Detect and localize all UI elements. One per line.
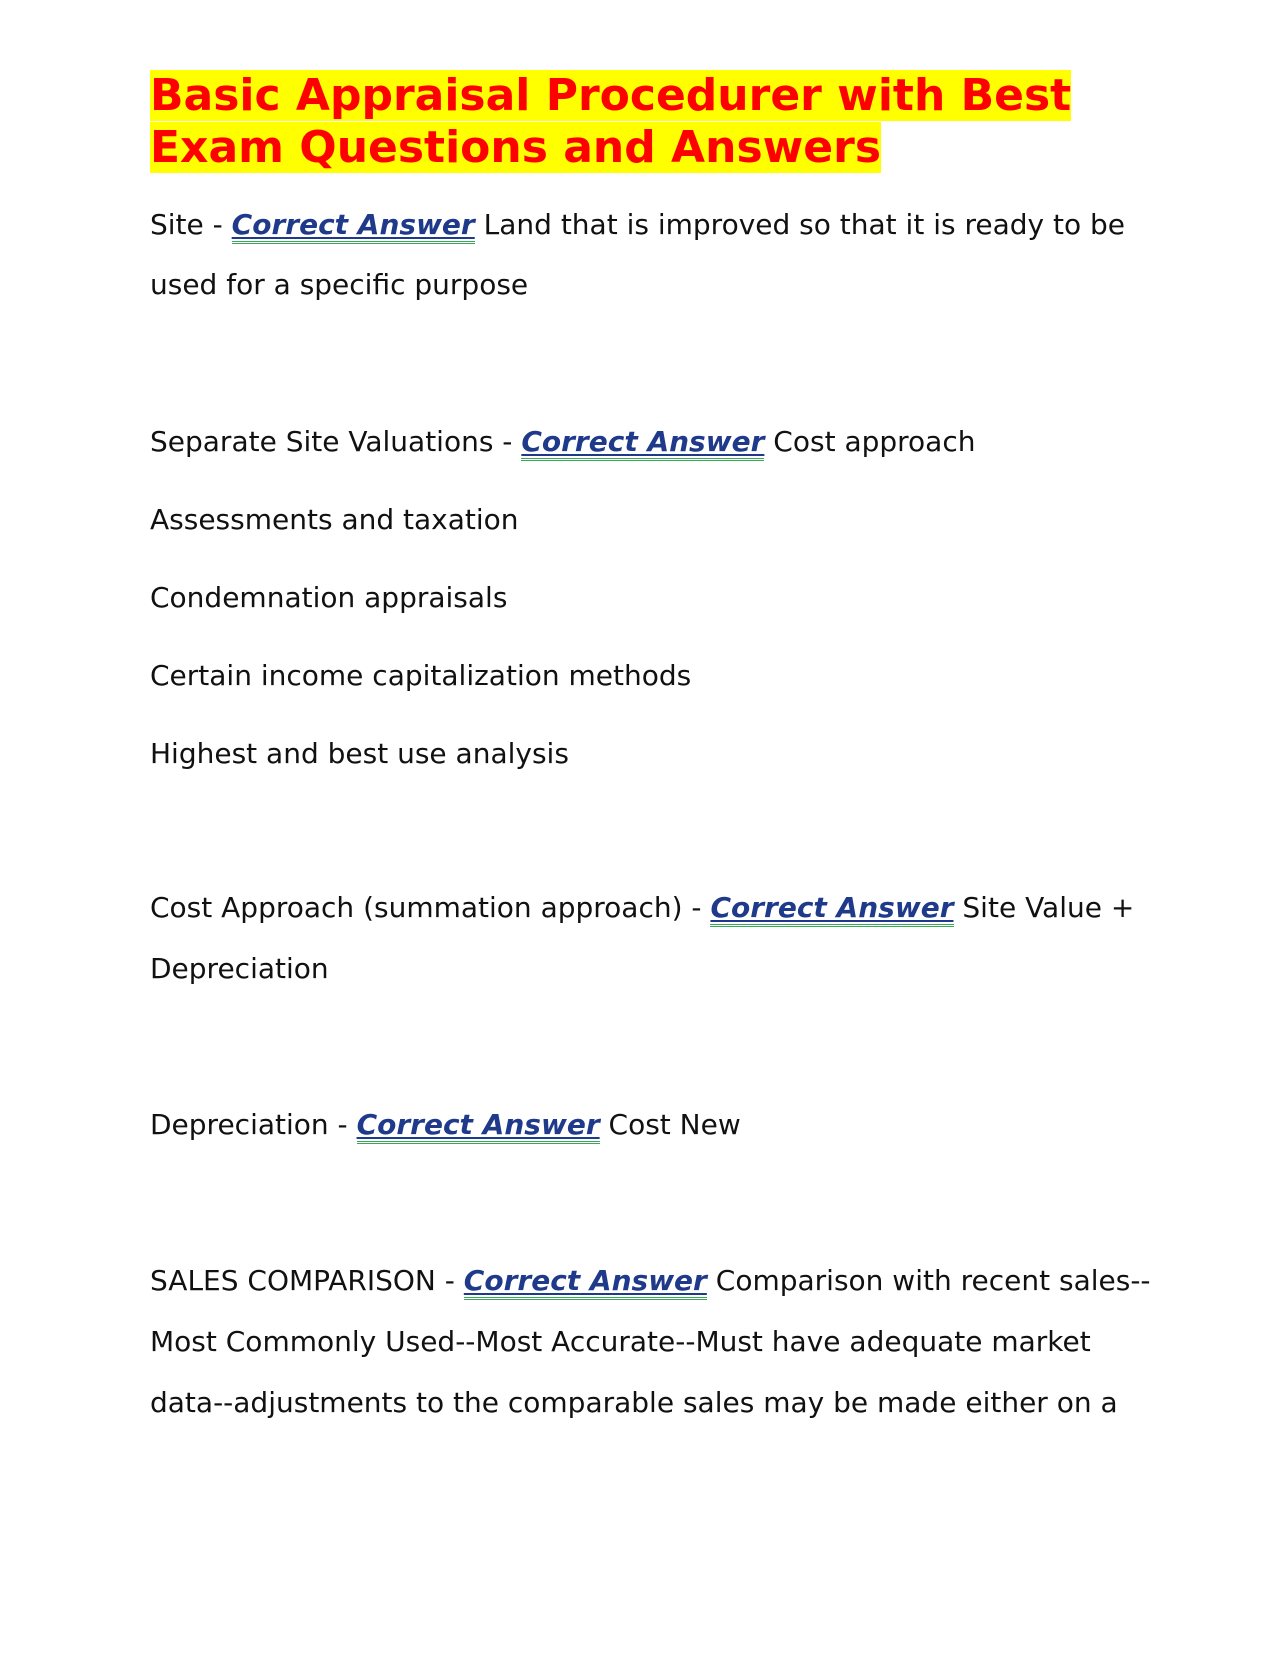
correct-answer-link[interactable]: Correct Answer [357,1108,600,1144]
term-sales-comparison: SALES COMPARISON - [150,1264,464,1297]
definition-sales-line-1: Comparison with recent sales-- [715,1264,1151,1297]
definition-sales-line-3: data--adjustments to the comparable sales may be made either on a [150,1386,1118,1419]
term-cost-approach: Cost Approach (summation approach) - [150,891,711,924]
definition-site-line-1: Land that is improved so that it is ready to be [483,208,1126,241]
definition-depreciation-line-1: Cost New [608,1108,741,1141]
entry-depreciation [150,1108,741,1141]
correct-answer-link[interactable]: Correct Answer [232,208,475,244]
title-line-1: Basic Appraisal Procedurer with Best [150,70,1072,121]
title-line-2: Exam Questions and Answers [150,122,882,173]
document-page [150,70,1120,174]
definition-site-line-2: used for a specific purpose [150,268,529,301]
list-item: Condemnation appraisals [150,581,508,614]
entry-separate-site-valuations [150,425,975,458]
definition-sales-line-2: Most Commonly Used--Most Accurate--Must have adequate market [150,1325,1091,1358]
term-separate-site-valuations: Separate Site Valuations - [150,425,522,458]
term-depreciation: Depreciation - [150,1108,357,1141]
document-title [150,70,1120,174]
definition-cost-approach-line-2: Depreciation [150,952,329,985]
correct-answer-link[interactable]: Correct Answer [464,1264,707,1300]
definition-separate-line-1: Cost approach [773,425,976,458]
correct-answer-link[interactable]: Correct Answer [521,425,764,461]
list-item: Highest and best use analysis [150,737,569,770]
term-site: Site - [150,208,232,241]
correct-answer-link[interactable]: Correct Answer [710,891,953,927]
list-item: Assessments and taxation [150,503,519,536]
entry-cost-approach [150,891,1134,924]
definition-cost-approach-line-1: Site Value + [962,891,1135,924]
list-item: Certain income capitalization methods [150,659,692,692]
entry-sales-comparison [150,1264,1151,1297]
entry-site [150,208,1125,241]
